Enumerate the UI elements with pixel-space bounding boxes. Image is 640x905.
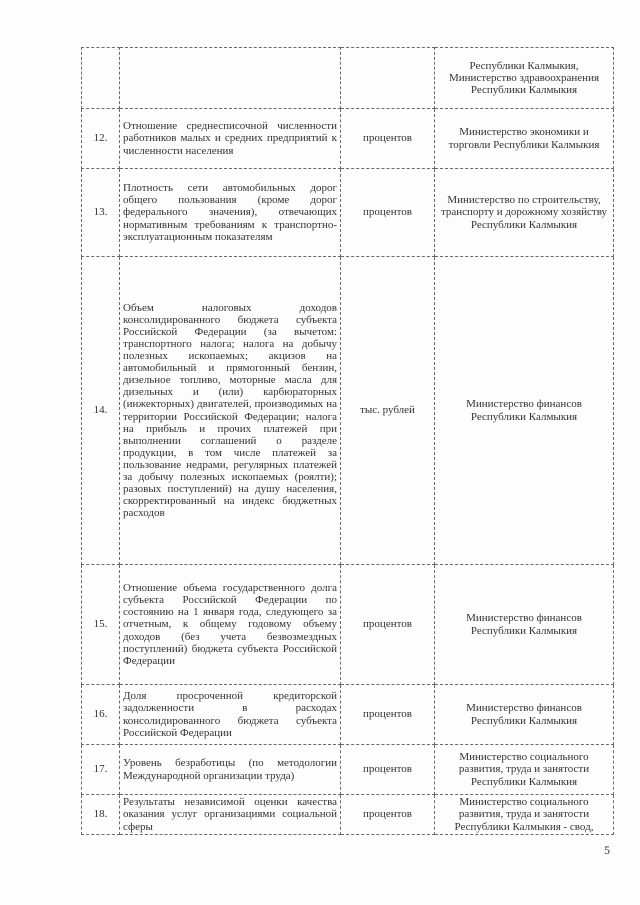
row-number-cell: 14. <box>82 257 120 565</box>
responsible-cell: Республики Калмыкия, Министерство здравоохранения Республики Калмыкия <box>435 48 614 109</box>
unit-cell: процентов <box>341 745 435 795</box>
unit-cell: процентов <box>341 109 435 169</box>
indicator-cell: Отношение среднесписочной численности работников малых и средних предприятий к численности населения <box>120 109 341 169</box>
row-number-cell: 12. <box>82 109 120 169</box>
indicator-cell: Результаты независимой оценки качества оказания услуг организациями социальной сферы <box>120 795 341 835</box>
row-number-cell: 15. <box>82 565 120 685</box>
unit-cell: процентов <box>341 169 435 257</box>
indicator-cell: Отношение объема государственного долга субъекта Российской Федерации по состоянию на 1 января года, следующего за отчетным, к общему годовому объему доходов (без учета безвозмездных поступлений) бюджета субъекта Российской Федерации <box>120 565 341 685</box>
page-number: 5 <box>604 843 610 857</box>
responsible-cell: Министерство социального развития, труда и занятости Республики Калмыкия - свод, <box>435 795 614 835</box>
unit-cell <box>341 48 435 109</box>
indicator-cell <box>120 48 341 109</box>
row-number-cell: 18. <box>82 795 120 835</box>
responsible-cell: Министерство финансов Республики Калмыкия <box>435 257 614 565</box>
unit-cell: процентов <box>341 565 435 685</box>
row-number-cell <box>82 48 120 109</box>
indicator-cell: Уровень безработицы (по методологии Международной организации труда) <box>120 745 341 795</box>
indicators-table <box>81 47 614 835</box>
row-number-cell: 16. <box>82 685 120 745</box>
table-row <box>82 565 614 685</box>
unit-cell: тыс. рублей <box>341 257 435 565</box>
row-number-cell: 17. <box>82 745 120 795</box>
indicator-cell: Доля просроченной кредиторской задолженности в расходах консолидированного бюджета субъекта Российской Федерации <box>120 685 341 745</box>
unit-cell: процентов <box>341 685 435 745</box>
table-row <box>82 48 614 109</box>
table-row <box>82 685 614 745</box>
table-row <box>82 109 614 169</box>
responsible-cell: Министерство финансов Республики Калмыкия <box>435 565 614 685</box>
responsible-cell: Министерство по строительству, транспорту и дорожному хозяйству Республики Калмыкия <box>435 169 614 257</box>
unit-cell: процентов <box>341 795 435 835</box>
table-row <box>82 257 614 565</box>
indicator-cell: Объем налоговых доходов консолидированного бюджета субъекта Российской Федерации (за вычетом: транспортного налога; налога на добычу полезных ископаемых; акцизов на автомобильный и прямогонный бензин, дизельное топливо, моторные масла для дизельных и (или) карбюраторных (инжекторных) двигателей, производимых на территории Российской Федерации; налога на прибыль и прочих платежей при выполнении соглашений о разделе продукции, в том числе платежей за пользование недрами, регулярных платежей за добычу полезных ископаемых (роялти); разовых поступлений) на душу населения, скорректированный на индекс бюджетных расходов <box>120 257 341 565</box>
responsible-cell: Министерство экономики и торговли Республики Калмыкия <box>435 109 614 169</box>
responsible-cell: Министерство социального развития, труда и занятости Республики Калмыкия <box>435 745 614 795</box>
table-row <box>82 795 614 835</box>
table-row <box>82 169 614 257</box>
responsible-cell: Министерство финансов Республики Калмыкия <box>435 685 614 745</box>
row-number-cell: 13. <box>82 169 120 257</box>
indicator-cell: Плотность сети автомобильных дорог общего пользования (кроме дорог федерального значения), отвечающих нормативным требованиям к транспортно-эксплуатационным показателям <box>120 169 341 257</box>
table-row <box>82 745 614 795</box>
